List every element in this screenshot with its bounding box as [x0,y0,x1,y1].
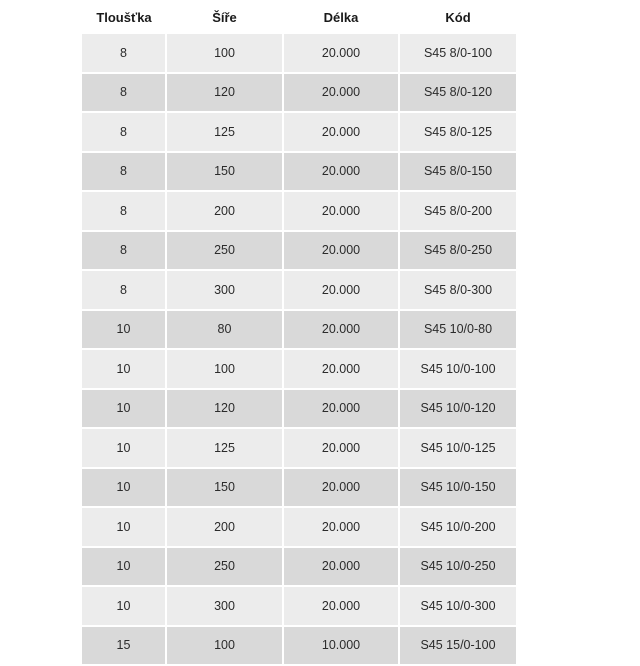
row-spacer-left [0,191,82,231]
cell-code: S45 10/0-150 [399,468,517,508]
row-spacer-right [517,586,640,626]
cell-width: 200 [166,507,283,547]
table-row [0,112,640,152]
cell-length: 20.000 [283,112,399,152]
cell-thickness: 8 [82,73,166,113]
cell-thickness: 8 [82,270,166,310]
cell-code: S45 10/0-80 [399,310,517,350]
row-spacer-left [0,310,82,350]
column-header-width: Šíře [166,0,283,34]
cell-length: 20.000 [283,73,399,113]
header-spacer-left [0,0,82,34]
cell-length: 20.000 [283,547,399,587]
row-spacer-right [517,191,640,231]
row-spacer-left [0,231,82,271]
table-row [0,231,640,271]
cell-length: 20.000 [283,468,399,508]
table-body [0,34,640,665]
cell-length: 20.000 [283,428,399,468]
cell-length: 20.000 [283,191,399,231]
row-spacer-right [517,428,640,468]
table-row [0,507,640,547]
table-row [0,389,640,429]
row-spacer-left [0,626,82,666]
table-header-row [0,0,640,34]
cell-width: 300 [166,270,283,310]
cell-thickness: 10 [82,428,166,468]
cell-code: S45 8/0-200 [399,191,517,231]
cell-width: 150 [166,152,283,192]
cell-length: 20.000 [283,270,399,310]
row-spacer-left [0,73,82,113]
cell-code: S45 10/0-120 [399,389,517,429]
cell-width: 250 [166,547,283,587]
row-spacer-right [517,73,640,113]
table-row [0,547,640,587]
cell-code: S45 8/0-125 [399,112,517,152]
cell-length: 20.000 [283,389,399,429]
cell-width: 100 [166,626,283,666]
row-spacer-right [517,270,640,310]
row-spacer-left [0,349,82,389]
row-spacer-right [517,231,640,271]
cell-code: S45 8/0-150 [399,152,517,192]
row-spacer-right [517,310,640,350]
cell-thickness: 10 [82,389,166,429]
table-header [0,0,640,34]
row-spacer-right [517,349,640,389]
cell-thickness: 10 [82,586,166,626]
column-header-code: Kód [399,0,517,34]
cell-code: S45 8/0-120 [399,73,517,113]
row-spacer-left [0,428,82,468]
cell-width: 125 [166,428,283,468]
cell-length: 20.000 [283,231,399,271]
row-spacer-right [517,34,640,73]
cell-code: S45 15/0-100 [399,626,517,666]
cell-length: 20.000 [283,349,399,389]
header-spacer-right [517,0,640,34]
table-row [0,191,640,231]
row-spacer-left [0,507,82,547]
cell-width: 300 [166,586,283,626]
cell-length: 10.000 [283,626,399,666]
cell-length: 20.000 [283,507,399,547]
cell-width: 200 [166,191,283,231]
cell-width: 150 [166,468,283,508]
row-spacer-left [0,112,82,152]
row-spacer-left [0,586,82,626]
column-header-length: Délka [283,0,399,34]
cell-code: S45 10/0-100 [399,349,517,389]
cell-width: 250 [166,231,283,271]
cell-thickness: 8 [82,152,166,192]
cell-length: 20.000 [283,310,399,350]
table-row [0,626,640,666]
cell-code: S45 10/0-300 [399,586,517,626]
cell-code: S45 8/0-300 [399,270,517,310]
cell-thickness: 10 [82,507,166,547]
table-row [0,349,640,389]
cell-width: 120 [166,389,283,429]
row-spacer-right [517,112,640,152]
row-spacer-left [0,389,82,429]
row-spacer-right [517,547,640,587]
cell-code: S45 10/0-200 [399,507,517,547]
row-spacer-left [0,270,82,310]
cell-width: 100 [166,349,283,389]
cell-thickness: 10 [82,547,166,587]
table-row [0,73,640,113]
column-header-thickness: Tloušťka [82,0,166,34]
cell-thickness: 10 [82,310,166,350]
cell-code: S45 10/0-250 [399,547,517,587]
table-row [0,586,640,626]
row-spacer-right [517,389,640,429]
cell-thickness: 10 [82,349,166,389]
table-row [0,270,640,310]
row-spacer-right [517,626,640,666]
cell-thickness: 8 [82,231,166,271]
row-spacer-right [517,507,640,547]
cell-width: 100 [166,34,283,73]
table-row [0,468,640,508]
cell-thickness: 8 [82,191,166,231]
row-spacer-left [0,34,82,73]
cell-width: 80 [166,310,283,350]
cell-code: S45 10/0-125 [399,428,517,468]
row-spacer-right [517,468,640,508]
cell-thickness: 10 [82,468,166,508]
cell-length: 20.000 [283,152,399,192]
table-row [0,428,640,468]
cell-thickness: 8 [82,34,166,73]
cell-thickness: 8 [82,112,166,152]
cell-code: S45 8/0-100 [399,34,517,73]
cell-length: 20.000 [283,586,399,626]
table-row [0,34,640,73]
cell-thickness: 15 [82,626,166,666]
table-row [0,152,640,192]
row-spacer-right [517,152,640,192]
cell-code: S45 8/0-250 [399,231,517,271]
cell-width: 125 [166,112,283,152]
row-spacer-left [0,547,82,587]
table-row [0,310,640,350]
row-spacer-left [0,152,82,192]
cell-length: 20.000 [283,34,399,73]
row-spacer-left [0,468,82,508]
cell-width: 120 [166,73,283,113]
